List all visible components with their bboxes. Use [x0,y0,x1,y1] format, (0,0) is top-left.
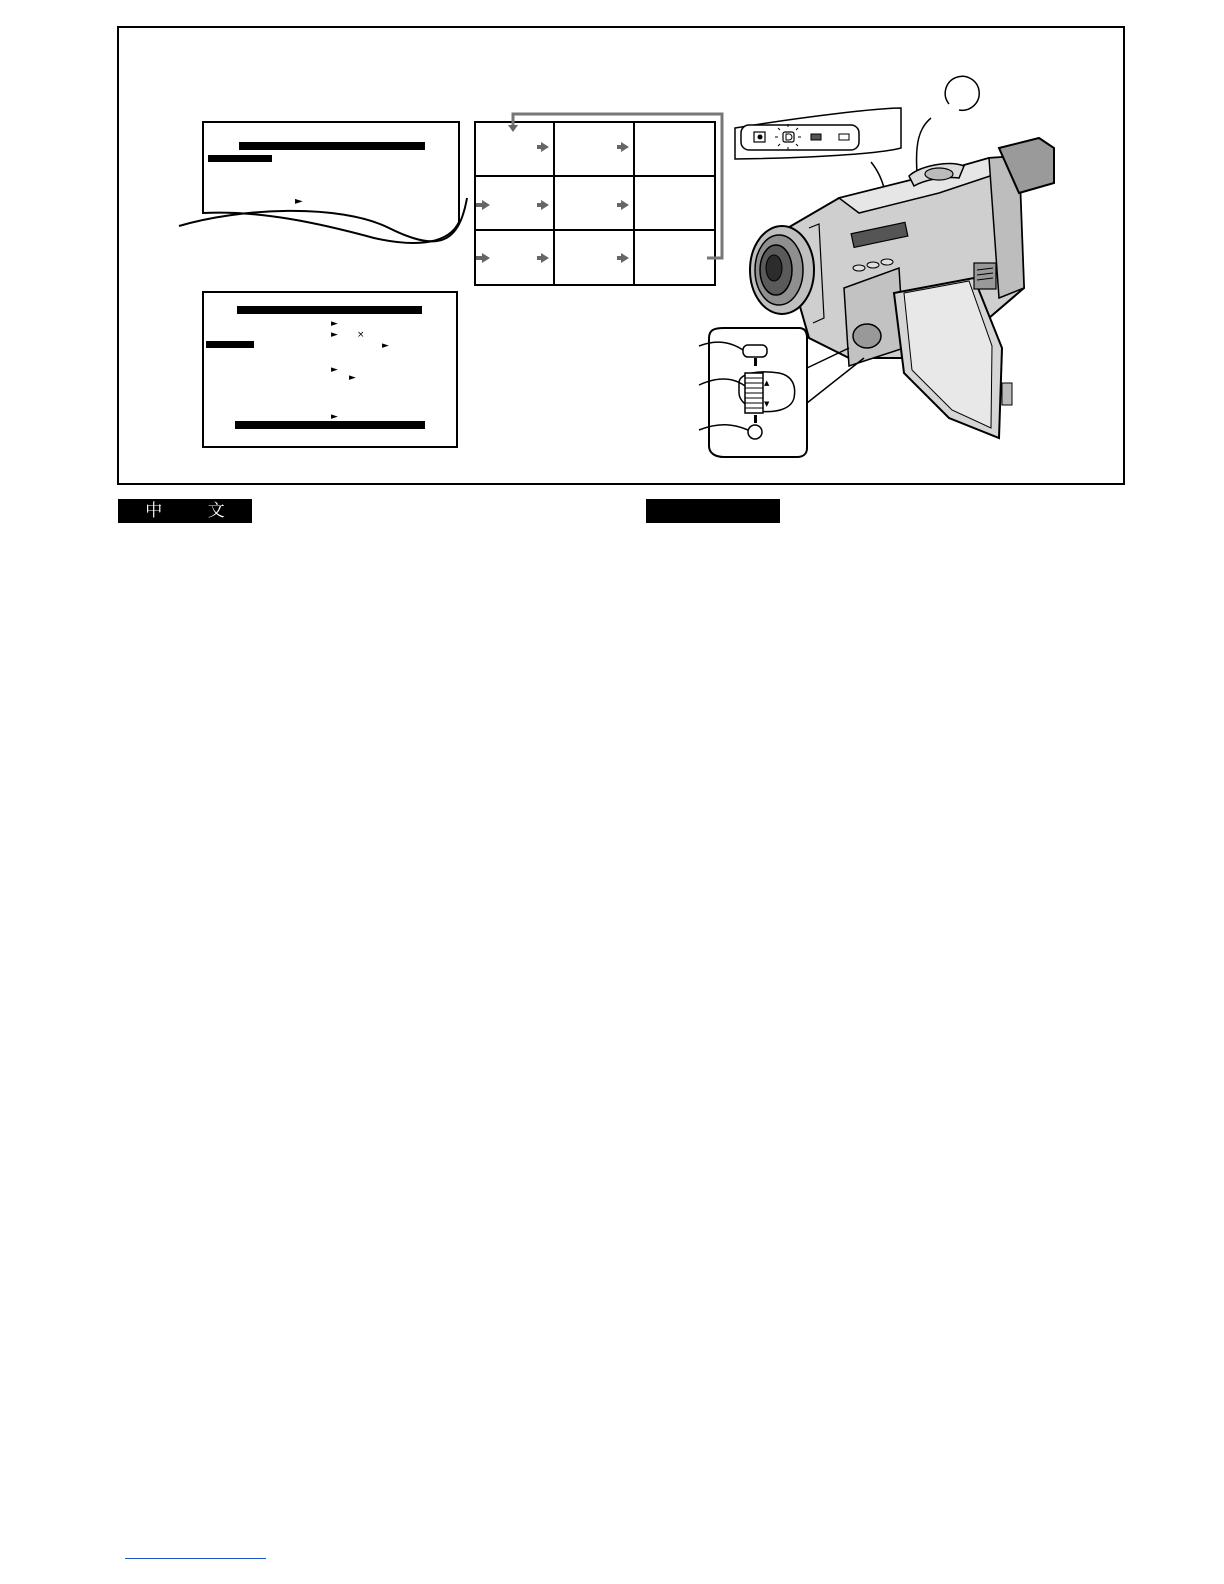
lamp-filled-icon [811,134,821,140]
figure-canvas [119,28,1123,483]
menu-screen-bottom [203,292,457,447]
lamp-empty-icon [839,134,849,140]
sequence-grid [475,114,722,285]
menu-arrow: ► [349,373,356,383]
menu-arrow: ► [331,365,338,375]
language-tab-second [646,499,780,523]
indicator-panel [735,108,901,159]
times-sign: × [357,330,365,340]
menu-arrow: ► [331,330,338,340]
menu-arrow: ► [295,196,303,207]
menu-highlight-bar [235,421,425,429]
menu-arrow: ► [331,412,338,422]
menu-screen-top [179,122,467,243]
footer-rule [125,1558,266,1559]
menu-button [743,345,767,357]
menu-highlight-bar [206,341,254,348]
menu-highlight-bar [239,142,425,150]
menu-arrow: ► [331,319,338,329]
menu-arrow: ► [382,341,389,351]
instruction-figure [117,26,1125,485]
reset-button [748,425,762,439]
language-tab-chinese: 中 文 [118,499,252,523]
dial-down-arrow: ▼ [764,400,770,408]
menu-highlight-bar [237,306,422,314]
dial-up-arrow: ▲ [764,379,770,387]
menu-highlight-bar [208,155,272,162]
